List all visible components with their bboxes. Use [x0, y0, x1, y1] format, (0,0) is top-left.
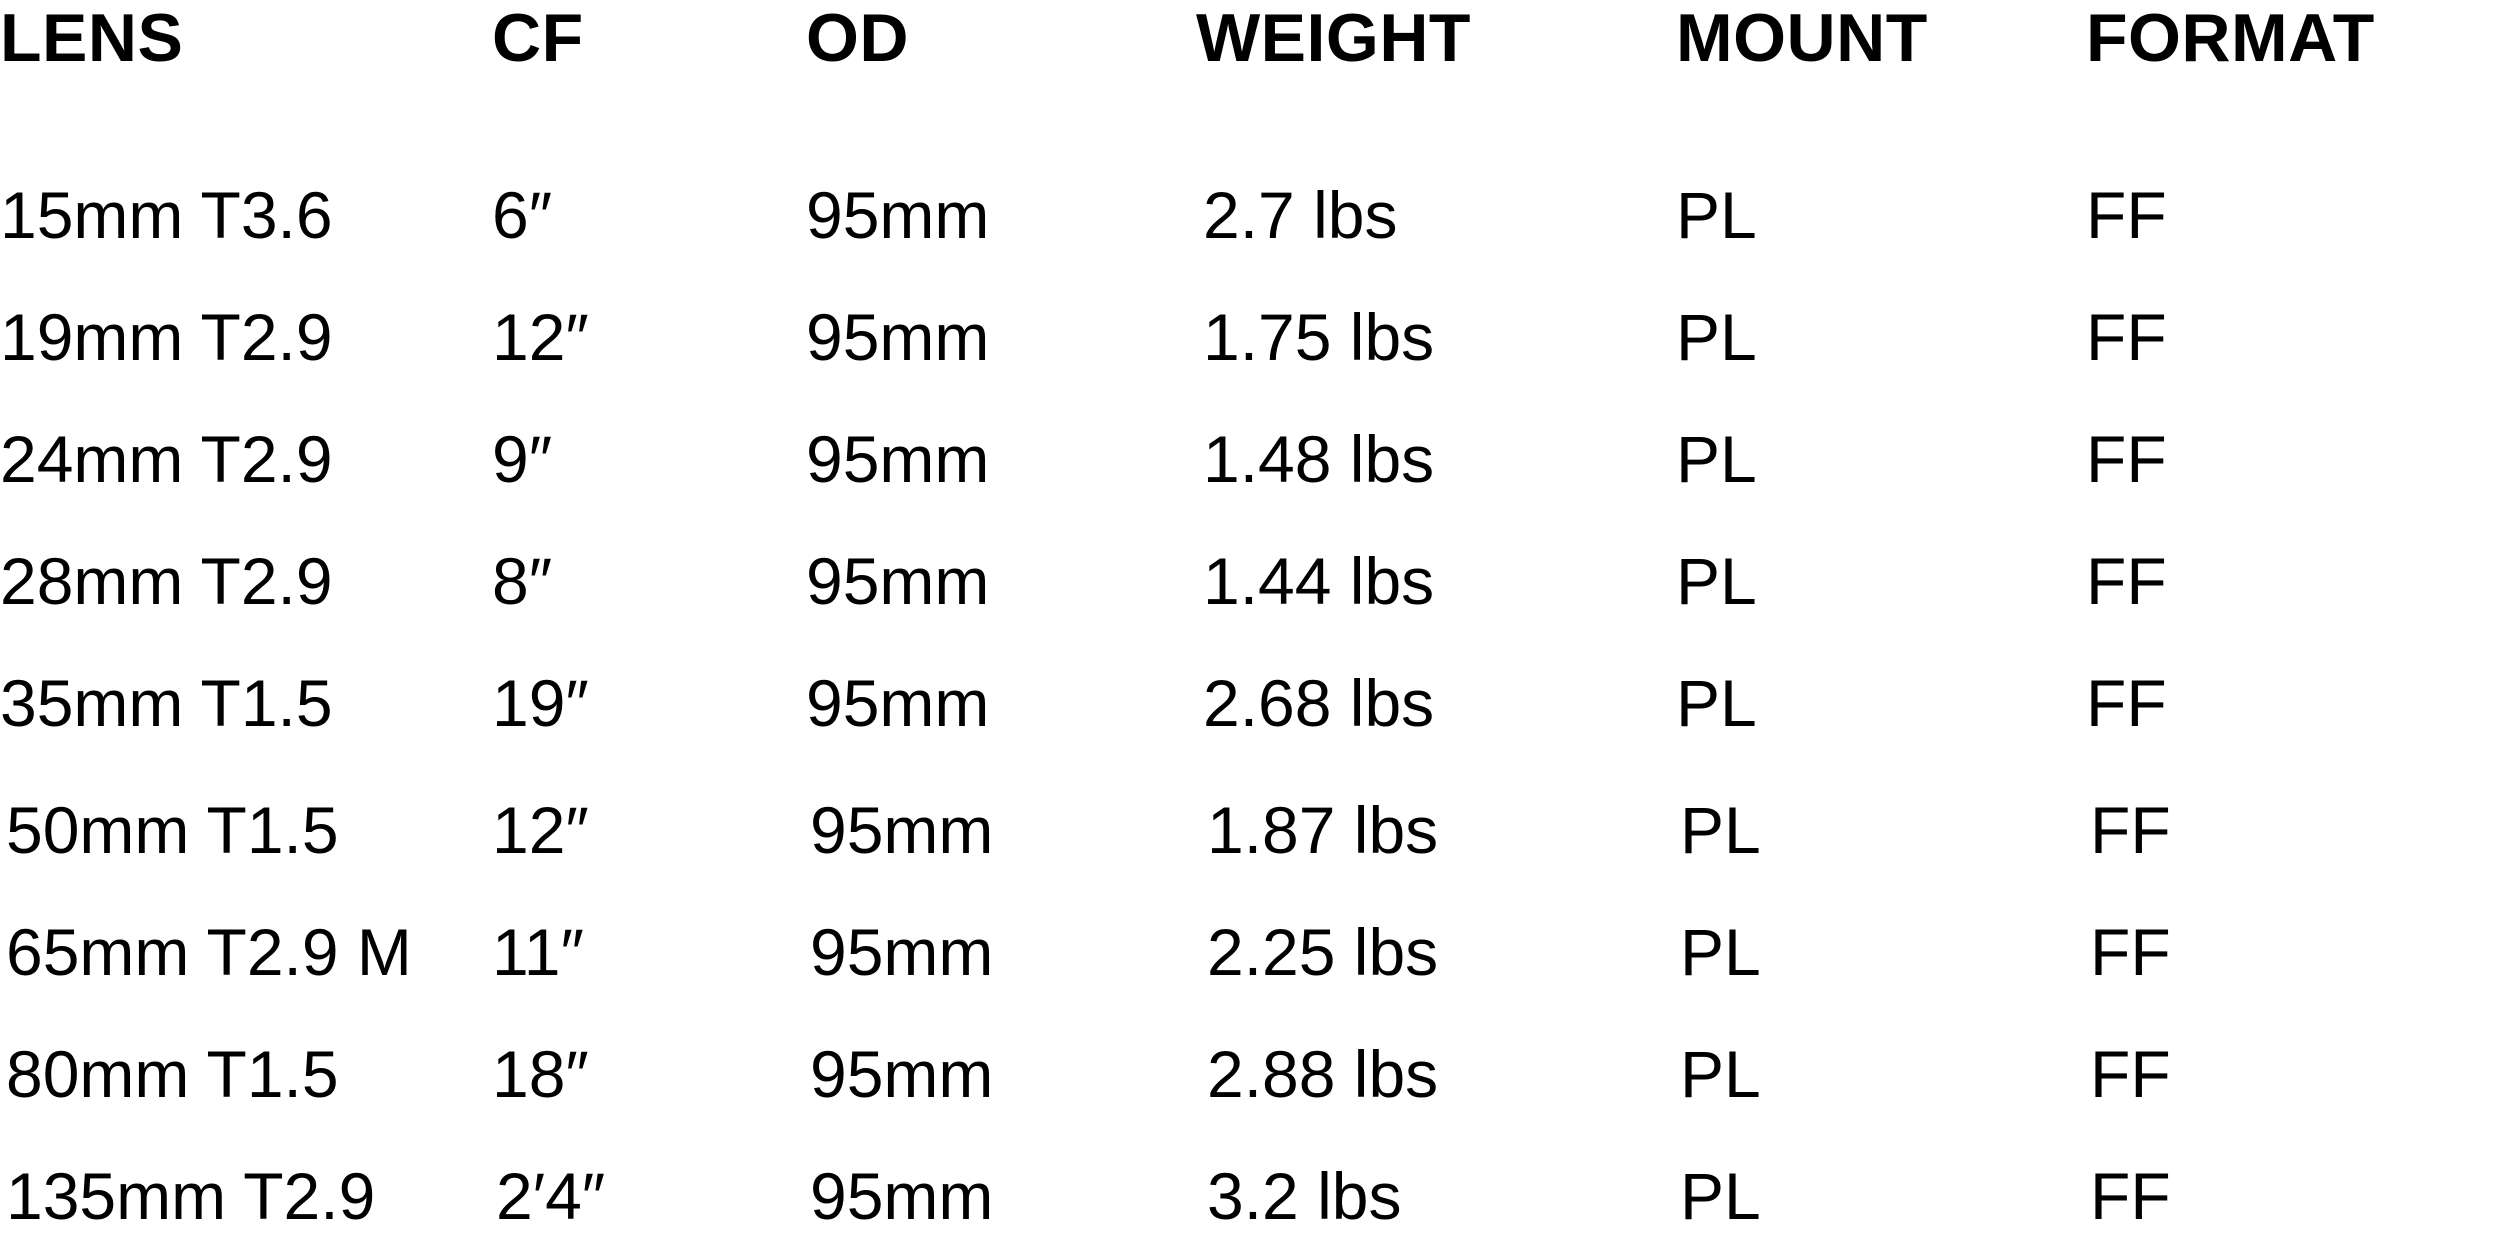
weight-cell: 2.88 lbs	[1207, 1037, 1439, 1111]
mount-cell: PL	[1680, 1037, 1761, 1111]
header-lens: LENS	[0, 0, 184, 76]
lens-cell: 50mm T1.5	[6, 793, 339, 867]
cf-cell: 19″	[492, 666, 589, 740]
header-od: OD	[806, 0, 909, 76]
weight-cell: 1.87 lbs	[1207, 793, 1439, 867]
lens-cell: 135mm T2.9	[6, 1159, 376, 1233]
format-cell: FF	[2086, 178, 2167, 252]
weight-cell: 2.7 lbs	[1203, 178, 1398, 252]
mount-cell: PL	[1676, 666, 1757, 740]
cf-cell: 6″	[492, 178, 553, 252]
mount-cell: PL	[1676, 544, 1757, 618]
mount-cell: PL	[1676, 422, 1757, 496]
lens-cell: 35mm T1.5	[0, 666, 333, 740]
cf-cell: 2′4″	[496, 1159, 606, 1233]
lens-cell: 80mm T1.5	[6, 1037, 339, 1111]
format-cell: FF	[2086, 300, 2167, 374]
od-cell: 95mm	[806, 178, 990, 252]
lens-cell: 24mm T2.9	[0, 422, 333, 496]
format-cell: FF	[2090, 915, 2171, 989]
weight-cell: 1.44 lbs	[1203, 544, 1435, 618]
lens-cell: 28mm T2.9	[0, 544, 333, 618]
header-weight: WEIGHT	[1196, 0, 1471, 76]
format-cell: FF	[2090, 1037, 2171, 1111]
lens-cell: 19mm T2.9	[0, 300, 333, 374]
cf-cell: 9″	[492, 422, 553, 496]
header-mount: MOUNT	[1676, 0, 1928, 76]
format-cell: FF	[2086, 422, 2167, 496]
weight-cell: 2.25 lbs	[1207, 915, 1439, 989]
weight-cell: 1.48 lbs	[1203, 422, 1435, 496]
od-cell: 95mm	[810, 1159, 994, 1233]
od-cell: 95mm	[806, 666, 990, 740]
format-cell: FF	[2086, 544, 2167, 618]
cf-cell: 8″	[492, 544, 553, 618]
format-cell: FF	[2090, 793, 2171, 867]
lens-cell: 65mm T2.9 M	[6, 915, 412, 989]
header-cf: CF	[492, 0, 584, 76]
od-cell: 95mm	[806, 422, 990, 496]
cf-cell: 11″	[492, 915, 584, 989]
od-cell: 95mm	[810, 793, 994, 867]
mount-cell: PL	[1676, 300, 1757, 374]
mount-cell: PL	[1680, 1159, 1761, 1233]
od-cell: 95mm	[806, 300, 990, 374]
weight-cell: 3.2 lbs	[1207, 1159, 1402, 1233]
lens-cell: 15mm T3.6	[0, 178, 333, 252]
mount-cell: PL	[1676, 178, 1757, 252]
od-cell: 95mm	[810, 915, 994, 989]
header-format: FORMAT	[2086, 0, 2375, 76]
weight-cell: 1.75 lbs	[1203, 300, 1435, 374]
cf-cell: 12″	[492, 793, 589, 867]
format-cell: FF	[2086, 666, 2167, 740]
weight-cell: 2.68 lbs	[1203, 666, 1435, 740]
format-cell: FF	[2090, 1159, 2171, 1233]
cf-cell: 18″	[492, 1037, 589, 1111]
od-cell: 95mm	[810, 1037, 994, 1111]
mount-cell: PL	[1680, 915, 1761, 989]
od-cell: 95mm	[806, 544, 990, 618]
cf-cell: 12″	[492, 300, 589, 374]
mount-cell: PL	[1680, 793, 1761, 867]
